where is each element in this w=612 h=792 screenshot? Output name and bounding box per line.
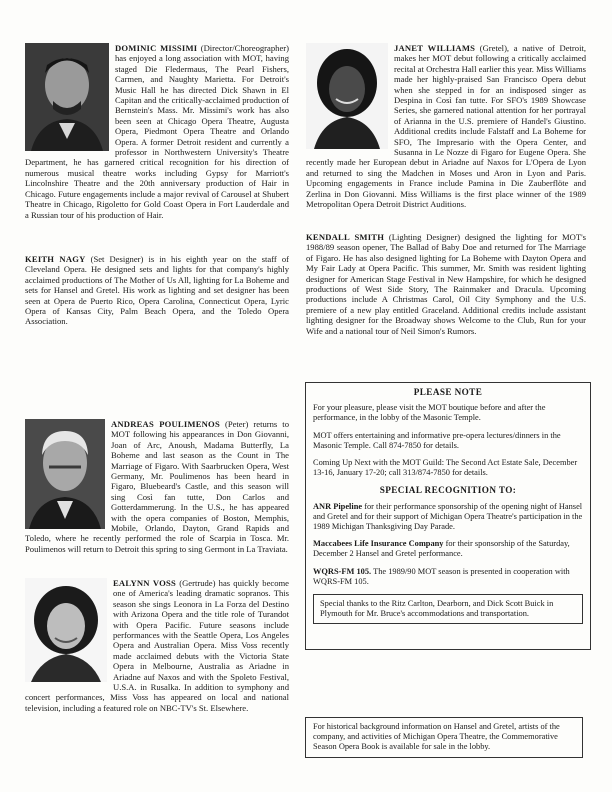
- history-note-box: [305, 717, 583, 758]
- special-thanks-text: Special thanks to the Ritz Carlton, Dearborn, and Dick Scott Buick in Plymouth for Mr. Bruce's accommodations and transportation.: [320, 599, 554, 619]
- history-note-text: For historical background information on Hansel and Gretel, artists of the company, and activities of Michigan Opera Theatre, the Commemorative Season Opera Book is available for sale in the lobby.: [313, 722, 560, 752]
- portrait-photo-williams: [306, 43, 388, 149]
- notice-item: Coming Up Next with the MOT Guild: The Second Act Estate Sale, December 13-16, January 17-20; call 313/874-7850 for details.: [313, 458, 578, 478]
- notice-item: For your pleasure, please visit the MOT boutique before and after the performance, in the lobby of the Masonic Temple.: [313, 403, 546, 423]
- please-note-box: [305, 382, 591, 650]
- bio-nagy: KEITH NAGY (Set Designer) is in his eighth year on the staff of Cleveland Opera. He designed sets and lights for that company's highly acclaimed productions of The Mother of Us All, lighting for La Boheme and sets for Hansel and Gretel. His work as lighting and set designer has been seen at Opera de Puerto Rico, Opera Carolina, Connecticut Opera, Lyric Opera of Kansas City, Palm Beach Opera, and the Toledo Opera Association.: [25, 254, 289, 327]
- bio-williams: JANET WILLIAMS (Gretel), a native of Detroit, makes her MOT debut following a critically acclaimed recital at Orchestra Hall earlier this year. Miss Williams made her highly-praised San Francisco Opera debut when she stepped in for an indisposed singer as Despina in Così fan tutte. For SFO's 1989 Showcase Series, she garnered national attention for her portrayal of Arianna in the U.S. premiere of Handel's Giustino. Additional credits include Falstaff and La Boheme for SFO, The Impresario with the Opera Center, and Susanna in Le Nozze di Figaro for Eugene Opera. She recently made her European debut in Ariadne auf Naxos for L'Opera de Lyon and returned to sing the Madchen in Moses und Aron in Lyon and Paris. Upcoming engagements in France include Pamina in Die Zauberflöte and Zerlina in Don Giovanni. Miss Williams is the first place winner of the 1989 Metropolitan Opera Detroit District Auditions.: [306, 43, 586, 210]
- portrait-photo-voss: [25, 578, 107, 682]
- recognition-heading: SPECIAL RECOGNITION TO:: [379, 485, 517, 496]
- portrait-photo-missimi: [25, 43, 109, 151]
- bio-poulimenos: ANDREAS POULIMENOS (Peter) returns to MOT following his appearances in Don Giovanni, Joan of Arc, Anoush, Madama Butterfly, La Boheme and last season as the Count in The Marriage of Figaro. With Saarbrucken Opera, West Germany, Mr. Poulimenos has been heard in Figaro, Bluebeard's Castle, and this season will sing Così fan tutte, Don Carlos and Gotterdammerung. In the U.S., he has appeared with the opera companies of Boston, Memphis, Mobile, Orlando, Dayton, Grand Rapids and Toledo, where he recently performed the role of Scarpia in Tosca. Mr. Poulimenos will return to Detroit this spring to sing Germont in La Traviata.: [25, 419, 289, 554]
- please-note-heading: PLEASE NOTE: [413, 387, 483, 397]
- recognition-item: WQRS-FM 105. The 1989/90 MOT season is presented in cooperation with WQRS-FM 105.: [313, 566, 570, 586]
- bio-voss: EALYNN VOSS (Gertrude) has quickly become one of America's leading dramatic sopranos. This season she sings Leonora in La Forza del Destino with Arizona Opera and the title role of Turandot with Opera Pacific. Future seasons include performances with the Seattle Opera, Los Angeles Opera and Australian Opera. Miss Voss recently made acclaimed debuts with the Victoria State Opera in Melbourne, Australia as Ariadne in Ariadne auf Naxos and with the Spoleto Festival, U.S.A. in Rusalka. In addition to symphony and concert performances, Miss Voss has appeared on local and national television, including a featured role on NBC-TV's St. Elsewhere.: [25, 578, 289, 713]
- bio-missimi: DOMINIC MISSIMI (Director/Choreographer) has enjoyed a long association with MOT, having staged Die Fledermaus, The Pearl Fishers, Carmen, and Naughty Marietta. For Detroit's Music Hall he has directed Dick Shawn in El Capitan and the critically-acclaimed production of Bernstein's Mass. Mr. Missimi's work has also been seen at Chicago Opera Theatre, Augusta Opera, Piedmont Opera Theatre and Orlando Opera. A former Detroit resident and currently a professor in Northwestern University's Theatre Department, he has garnered critical recognition for his direction of numerous musical theatre works including Gypsy for Marriott's Lincolnshire Theatre and the 20th anniversary production of Hair in Chicago. Future engagements include a major revival of Carousel at Shubert Theatre in Chicago, Rigoletto for Gold Coast Opera in Fort Lauderdale and a Russian tour of his production of Hair.: [25, 43, 289, 220]
- recognition-item: Maccabees Life Insurance Company for their sponsorship of the Saturday, December 2 Hansel and Gretel performance.: [313, 539, 570, 559]
- portrait-photo-poulimenos: [25, 419, 105, 529]
- notice-item: MOT offers entertaining and informative pre-opera lectures/dinners in the Masonic Temple. Call 874-7850 for details.: [313, 430, 561, 450]
- bio-smith: KENDALL SMITH (Lighting Designer) designed the lighting for MOT's 1988/89 season opener, The Ballad of Baby Doe and returned for The Marriage of Figaro. He has also designed lighting for La Boheme with Dayton Opera and My Fair Lady at Opera Pacific. This summer, Mr. Smith was resident lighting designer for American Stage Festival in New Hampshire, for which he designed productions of West Side Story, The Rainmaker and Dracula. Upcoming productions include A Christmas Carol, Oil City Symphony and the U.S. premiere of a new play entitled Graceland. Additional credits include assistant lighting designer for the Broadway shows Welcome to the Club, Run for your Wife and a national tour of Neil Simon's Rumors.: [306, 232, 586, 336]
- special-thanks-box: [313, 594, 583, 624]
- recognition-item: ANR Pipeline for their performance sponsorship of the opening night of Hansel and Gretel and for their support of Michigan Opera Theatre's participation in the 1989 Michigan Thanksgiving Day Parade.: [313, 501, 583, 532]
